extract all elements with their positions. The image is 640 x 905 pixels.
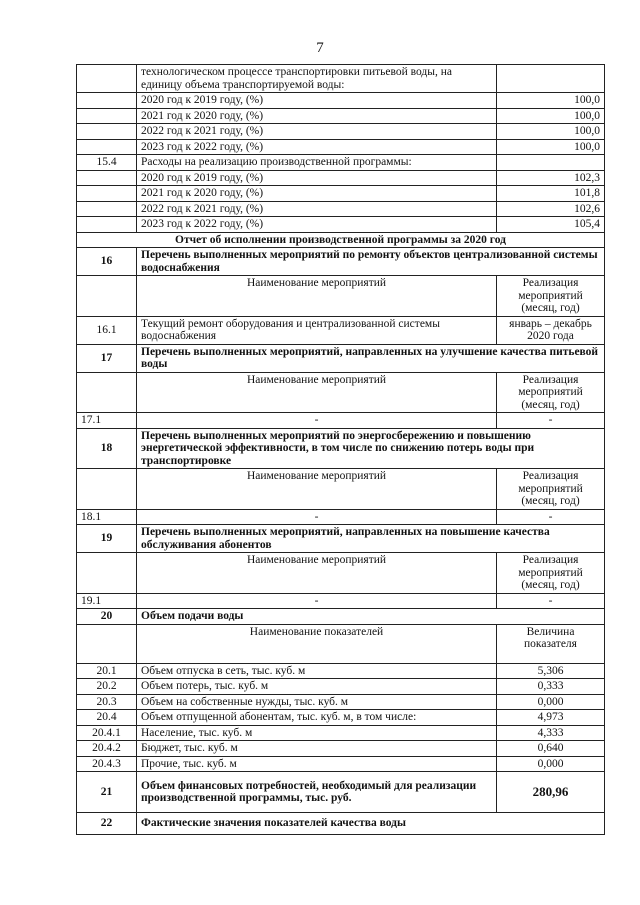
row-number: 17.1	[77, 413, 137, 429]
row-label: 2021 год к 2020 году, (%)	[137, 108, 497, 124]
table-row	[77, 108, 605, 124]
row-number: 20.2	[77, 679, 137, 695]
row-value: 100,0	[497, 139, 605, 155]
row-value: 101,8	[497, 186, 605, 202]
row-value: 100,0	[497, 124, 605, 140]
row-value: 0,333	[497, 679, 605, 695]
row-number: 20.1	[77, 663, 137, 679]
section-row	[77, 609, 605, 625]
row-label: 2023 год к 2022 году, (%)	[137, 139, 497, 155]
row-label: 2022 год к 2021 году, (%)	[137, 201, 497, 217]
table-row	[77, 413, 605, 429]
table-row	[77, 124, 605, 140]
row-value: 4,973	[497, 710, 605, 726]
row-label: -	[137, 593, 497, 609]
section-title: Перечень выполненных мероприятий по ремонту объектов централизованной системы водоснабжения	[137, 248, 605, 276]
section-row	[77, 772, 605, 813]
table-row	[77, 663, 605, 679]
row-number: 20.4.2	[77, 741, 137, 757]
row-label: 2020 год к 2019 году, (%)	[137, 93, 497, 109]
row-value: 5,306	[497, 663, 605, 679]
program-report-table	[76, 64, 605, 835]
row-number: 16.1	[77, 316, 137, 344]
row-value: -	[497, 413, 605, 429]
page-number: 7	[316, 40, 324, 56]
report-title-row	[77, 232, 605, 248]
row-label: 2020 год к 2019 году, (%)	[137, 170, 497, 186]
section-number: 21	[77, 772, 137, 813]
row-label: Прочие, тыс. куб. м	[137, 756, 497, 772]
section-title: Фактические значения показателей качества воды	[137, 813, 605, 835]
row-label: -	[137, 509, 497, 525]
row-label: Расходы на реализацию производственной программы:	[137, 155, 497, 171]
section-title: Перечень выполненных мероприятий по энергосбережению и повышению энергетической эффективности, в том числе по снижению потерь воды при транспортировке	[137, 428, 605, 469]
column-header-realization: Реализация мероприятий (месяц, год)	[497, 469, 605, 510]
column-header-realization: Реализация мероприятий (месяц, год)	[497, 372, 605, 413]
table-row	[77, 170, 605, 186]
row-label: Бюджет, тыс. куб. м	[137, 741, 497, 757]
table-row	[77, 217, 605, 233]
column-header-name: Наименование мероприятий	[137, 372, 497, 413]
row-value: 102,6	[497, 201, 605, 217]
row-value: 105,4	[497, 217, 605, 233]
intro-text: технологическом процессе транспортировки питьевой воды, на единицу объема транспортируемой воды:	[137, 65, 497, 93]
column-header-name: Наименование мероприятий	[137, 469, 497, 510]
row-number: 20.4.3	[77, 756, 137, 772]
section-row	[77, 525, 605, 553]
row-label: Объем на собственные нужды, тыс. куб. м	[137, 694, 497, 710]
section-title: Объем подачи воды	[137, 609, 605, 625]
table-row	[77, 679, 605, 695]
column-header-indicators: Наименование показателей	[137, 624, 497, 663]
row-value: январь – декабрь 2020 года	[497, 316, 605, 344]
row-value: -	[497, 509, 605, 525]
row-value: 100,0	[497, 93, 605, 109]
row-number: 20.3	[77, 694, 137, 710]
table-row	[77, 316, 605, 344]
row-label: Объем отпуска в сеть, тыс. куб. м	[137, 663, 497, 679]
header-row	[77, 624, 605, 663]
table-row	[77, 741, 605, 757]
section-number: 16	[77, 248, 137, 276]
column-header-name: Наименование мероприятий	[137, 553, 497, 594]
row-number: 15.4	[77, 155, 137, 171]
row-label: Население, тыс. куб. м	[137, 725, 497, 741]
column-header-realization: Реализация мероприятий (месяц, год)	[497, 553, 605, 594]
section-number: 19	[77, 525, 137, 553]
column-header-realization: Реализация мероприятий (месяц, год)	[497, 276, 605, 317]
row-label: Объем отпущенной абонентам, тыс. куб. м, в том числе:	[137, 710, 497, 726]
row-value: 0,000	[497, 756, 605, 772]
section-row	[77, 813, 605, 835]
section-value: 280,96	[497, 772, 605, 813]
section-row	[77, 428, 605, 469]
table-row	[77, 593, 605, 609]
report-title: Отчет об исполнении производственной программы за 2020 год	[77, 232, 605, 248]
row-label: Текущий ремонт оборудования и централизованной системы водоснабжения	[137, 316, 497, 344]
table-row	[77, 694, 605, 710]
table-row	[77, 725, 605, 741]
table-row	[77, 65, 605, 93]
table-row	[77, 756, 605, 772]
row-label: 2022 год к 2021 году, (%)	[137, 124, 497, 140]
column-header-name: Наименование мероприятий	[137, 276, 497, 317]
table-row	[77, 509, 605, 525]
table-row	[77, 186, 605, 202]
header-row	[77, 276, 605, 317]
row-number: 18.1	[77, 509, 137, 525]
column-header-value: Величина показателя	[497, 624, 605, 663]
table-row	[77, 201, 605, 217]
row-value: 4,333	[497, 725, 605, 741]
row-label: -	[137, 413, 497, 429]
section-number: 22	[77, 813, 137, 835]
row-label: Объем потерь, тыс. куб. м	[137, 679, 497, 695]
table-row	[77, 155, 605, 171]
header-row	[77, 553, 605, 594]
section-title: Перечень выполненных мероприятий, направленных на повышение качества обслуживания абонентов	[137, 525, 605, 553]
section-number: 17	[77, 344, 137, 372]
table-row	[77, 710, 605, 726]
section-row	[77, 248, 605, 276]
row-number: 19.1	[77, 593, 137, 609]
row-label: 2021 год к 2020 году, (%)	[137, 186, 497, 202]
table-row	[77, 93, 605, 109]
table-row	[77, 139, 605, 155]
row-value: -	[497, 593, 605, 609]
section-number: 18	[77, 428, 137, 469]
row-number: 20.4	[77, 710, 137, 726]
row-value: 0,000	[497, 694, 605, 710]
row-value: 100,0	[497, 108, 605, 124]
row-value: 102,3	[497, 170, 605, 186]
header-row	[77, 372, 605, 413]
row-value: 0,640	[497, 741, 605, 757]
section-title: Объем финансовых потребностей, необходимый для реализации производственной программы, тыс. руб.	[137, 772, 497, 813]
section-number: 20	[77, 609, 137, 625]
section-title: Перечень выполненных мероприятий, направленных на улучшение качества питьевой воды	[137, 344, 605, 372]
row-label: 2023 год к 2022 году, (%)	[137, 217, 497, 233]
header-row	[77, 469, 605, 510]
section-row	[77, 344, 605, 372]
row-number: 20.4.1	[77, 725, 137, 741]
